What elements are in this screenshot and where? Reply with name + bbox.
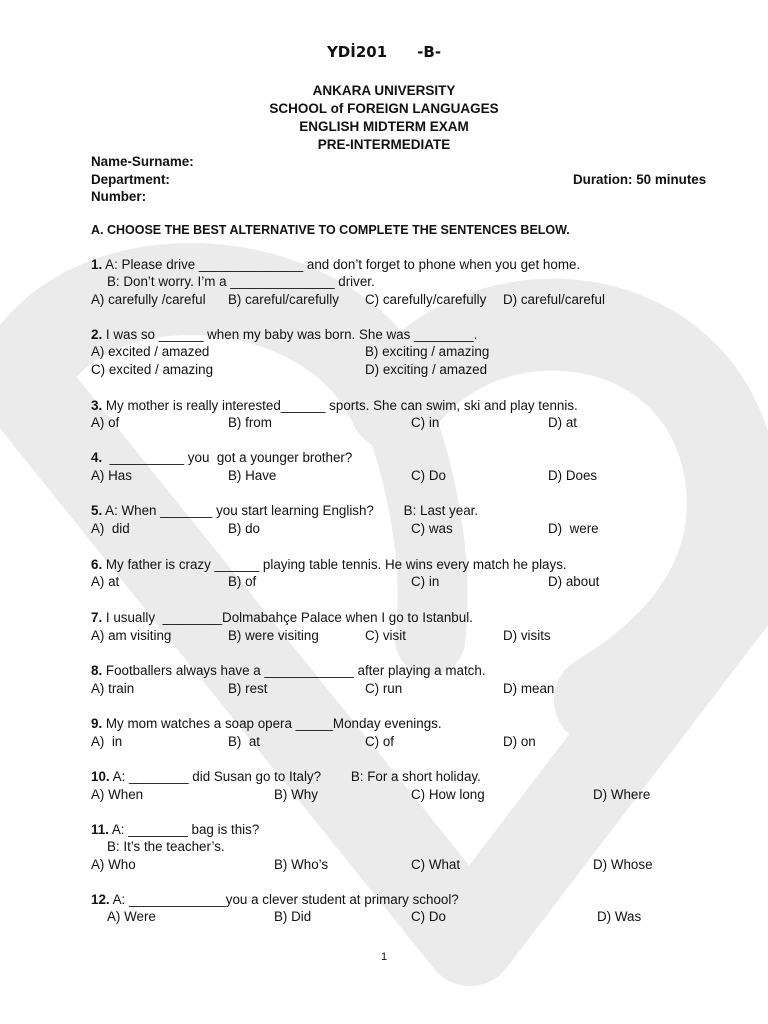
exam-version: -B- [417, 43, 442, 61]
option-b: B) Who’s [274, 857, 329, 872]
question-text [91, 821, 259, 838]
option-a: A) excited / amazed [91, 344, 210, 359]
option-a: A) carefully /careful [91, 292, 206, 307]
question-text [91, 609, 473, 626]
option-c: C) run [365, 681, 403, 696]
option-d: D) exciting / amazed [365, 362, 488, 377]
question-text [91, 715, 442, 732]
question-number: 10. [91, 769, 110, 784]
option-d: D) mean [503, 681, 555, 696]
question-number: 6. [91, 557, 103, 572]
question-number: 9. [91, 716, 103, 731]
name-surname-label: Name-Surname: [91, 154, 194, 169]
option-b: B) do [228, 521, 261, 536]
option-d: D) Where [593, 787, 651, 802]
question-stem: A: ________ did Susan go to Italy? B: For a short holiday. [109, 769, 481, 784]
question-stem: Footballers always have a ____________ after playing a match. [102, 663, 486, 678]
option-c: C) Do [411, 909, 446, 924]
question-stem: A: ________ bag is this? [108, 822, 260, 837]
question-number: 4. [91, 450, 103, 465]
option-b: B) Have [228, 468, 277, 483]
question-text [91, 891, 459, 908]
option-d: D) Was [597, 909, 642, 924]
exam-level: PRE-INTERMEDIATE [317, 137, 451, 152]
option-d: D) visits [503, 628, 551, 643]
course-code: YDİ201 [326, 43, 388, 61]
question-text [91, 502, 478, 519]
number-label: Number: [91, 189, 147, 204]
option-b: B) of [228, 574, 257, 589]
option-b: B) careful/carefully [228, 292, 339, 307]
option-a: A) of [91, 415, 120, 430]
option-a: A) When [91, 787, 144, 802]
question-stem-line-2: B: It’s the teacher’s. [107, 839, 225, 854]
option-c: C) in [411, 574, 440, 589]
school-name: SCHOOL of FOREIGN LANGUAGES [269, 101, 499, 116]
question-stem: My father is crazy ______ playing table tennis. He wins every match he plays. [102, 557, 567, 572]
question-stem: I was so ______ when my baby was born. She was ________. [102, 327, 478, 342]
question-number: 7. [91, 610, 103, 625]
option-d: D) careful/careful [503, 292, 605, 307]
question-stem: My mom watches a soap opera _____Monday evenings. [102, 716, 442, 731]
question-text [91, 326, 477, 343]
question-number: 1. [91, 257, 103, 272]
question-stem: I usually ________Dolmabahçe Palace when I go to Istanbul. [102, 610, 473, 625]
question-stem-line-2: B: Don’t worry. I’m a ______________ driver. [107, 274, 375, 289]
question-stem: My mother is really interested______ sports. She can swim, ski and play tennis. [102, 398, 578, 413]
option-c: C) in [411, 415, 440, 430]
question-text [91, 256, 580, 273]
option-a: A) in [91, 734, 123, 749]
option-d: D) on [503, 734, 536, 749]
option-c: C) was [411, 521, 453, 536]
exam-code [0, 44, 768, 61]
option-a: A) train [91, 681, 135, 696]
option-c: C) Do [411, 468, 446, 483]
option-c: C) carefully/carefully [365, 292, 487, 307]
department-label: Department: [91, 172, 170, 187]
option-a: A) at [91, 574, 120, 589]
question-text [91, 662, 486, 679]
question-stem: __________ you got a younger brother? [102, 450, 353, 465]
question-text [91, 768, 481, 785]
question-stem: A: _____________you a clever student at primary school? [109, 892, 459, 907]
question-number: 5. [91, 503, 103, 518]
option-b: B) Why [274, 787, 318, 802]
page-number: 1 [380, 951, 388, 963]
question-stem: A: Please drive ______________ and don’t forget to phone when you get home. [102, 257, 581, 272]
question-text [91, 397, 578, 414]
option-c: C) What [411, 857, 461, 872]
option-a: A) Who [91, 857, 136, 872]
option-d: D) Does [548, 468, 598, 483]
option-b: B) Did [274, 909, 312, 924]
option-b: B) from [228, 415, 272, 430]
question-stem: A: When _______ you start learning English? B: Last year. [102, 503, 479, 518]
option-a: A) Has [91, 468, 132, 483]
option-a: A) did [91, 521, 130, 536]
question-number: 12. [91, 892, 110, 907]
option-a: A) Were [107, 909, 156, 924]
question-number: 8. [91, 663, 103, 678]
option-a: A) am visiting [91, 628, 172, 643]
question-number: 2. [91, 327, 103, 342]
question-number: 11. [91, 822, 109, 837]
option-c: C) of [365, 734, 395, 749]
option-c: C) visit [365, 628, 406, 643]
question-text [91, 556, 567, 573]
option-d: D) were [548, 521, 599, 536]
duration-label: Duration: 50 minutes [573, 172, 707, 187]
section-a-title: A. CHOOSE THE BEST ALTERNATIVE TO COMPLETE THE SENTENCES BELOW. [91, 223, 570, 237]
option-c: C) excited / amazing [91, 362, 214, 377]
option-d: D) at [548, 415, 578, 430]
option-c: C) How long [411, 787, 485, 802]
option-b: B) were visiting [228, 628, 319, 643]
question-number: 3. [91, 398, 103, 413]
option-b: B) at [228, 734, 260, 749]
university-name: ANKARA UNIVERSITY [312, 83, 456, 98]
option-d: D) about [548, 574, 600, 589]
option-b: B) rest [228, 681, 268, 696]
option-b: B) exciting / amazing [365, 344, 490, 359]
question-text [91, 449, 352, 466]
option-d: D) Whose [593, 857, 653, 872]
exam-name: ENGLISH MIDTERM EXAM [299, 119, 469, 134]
